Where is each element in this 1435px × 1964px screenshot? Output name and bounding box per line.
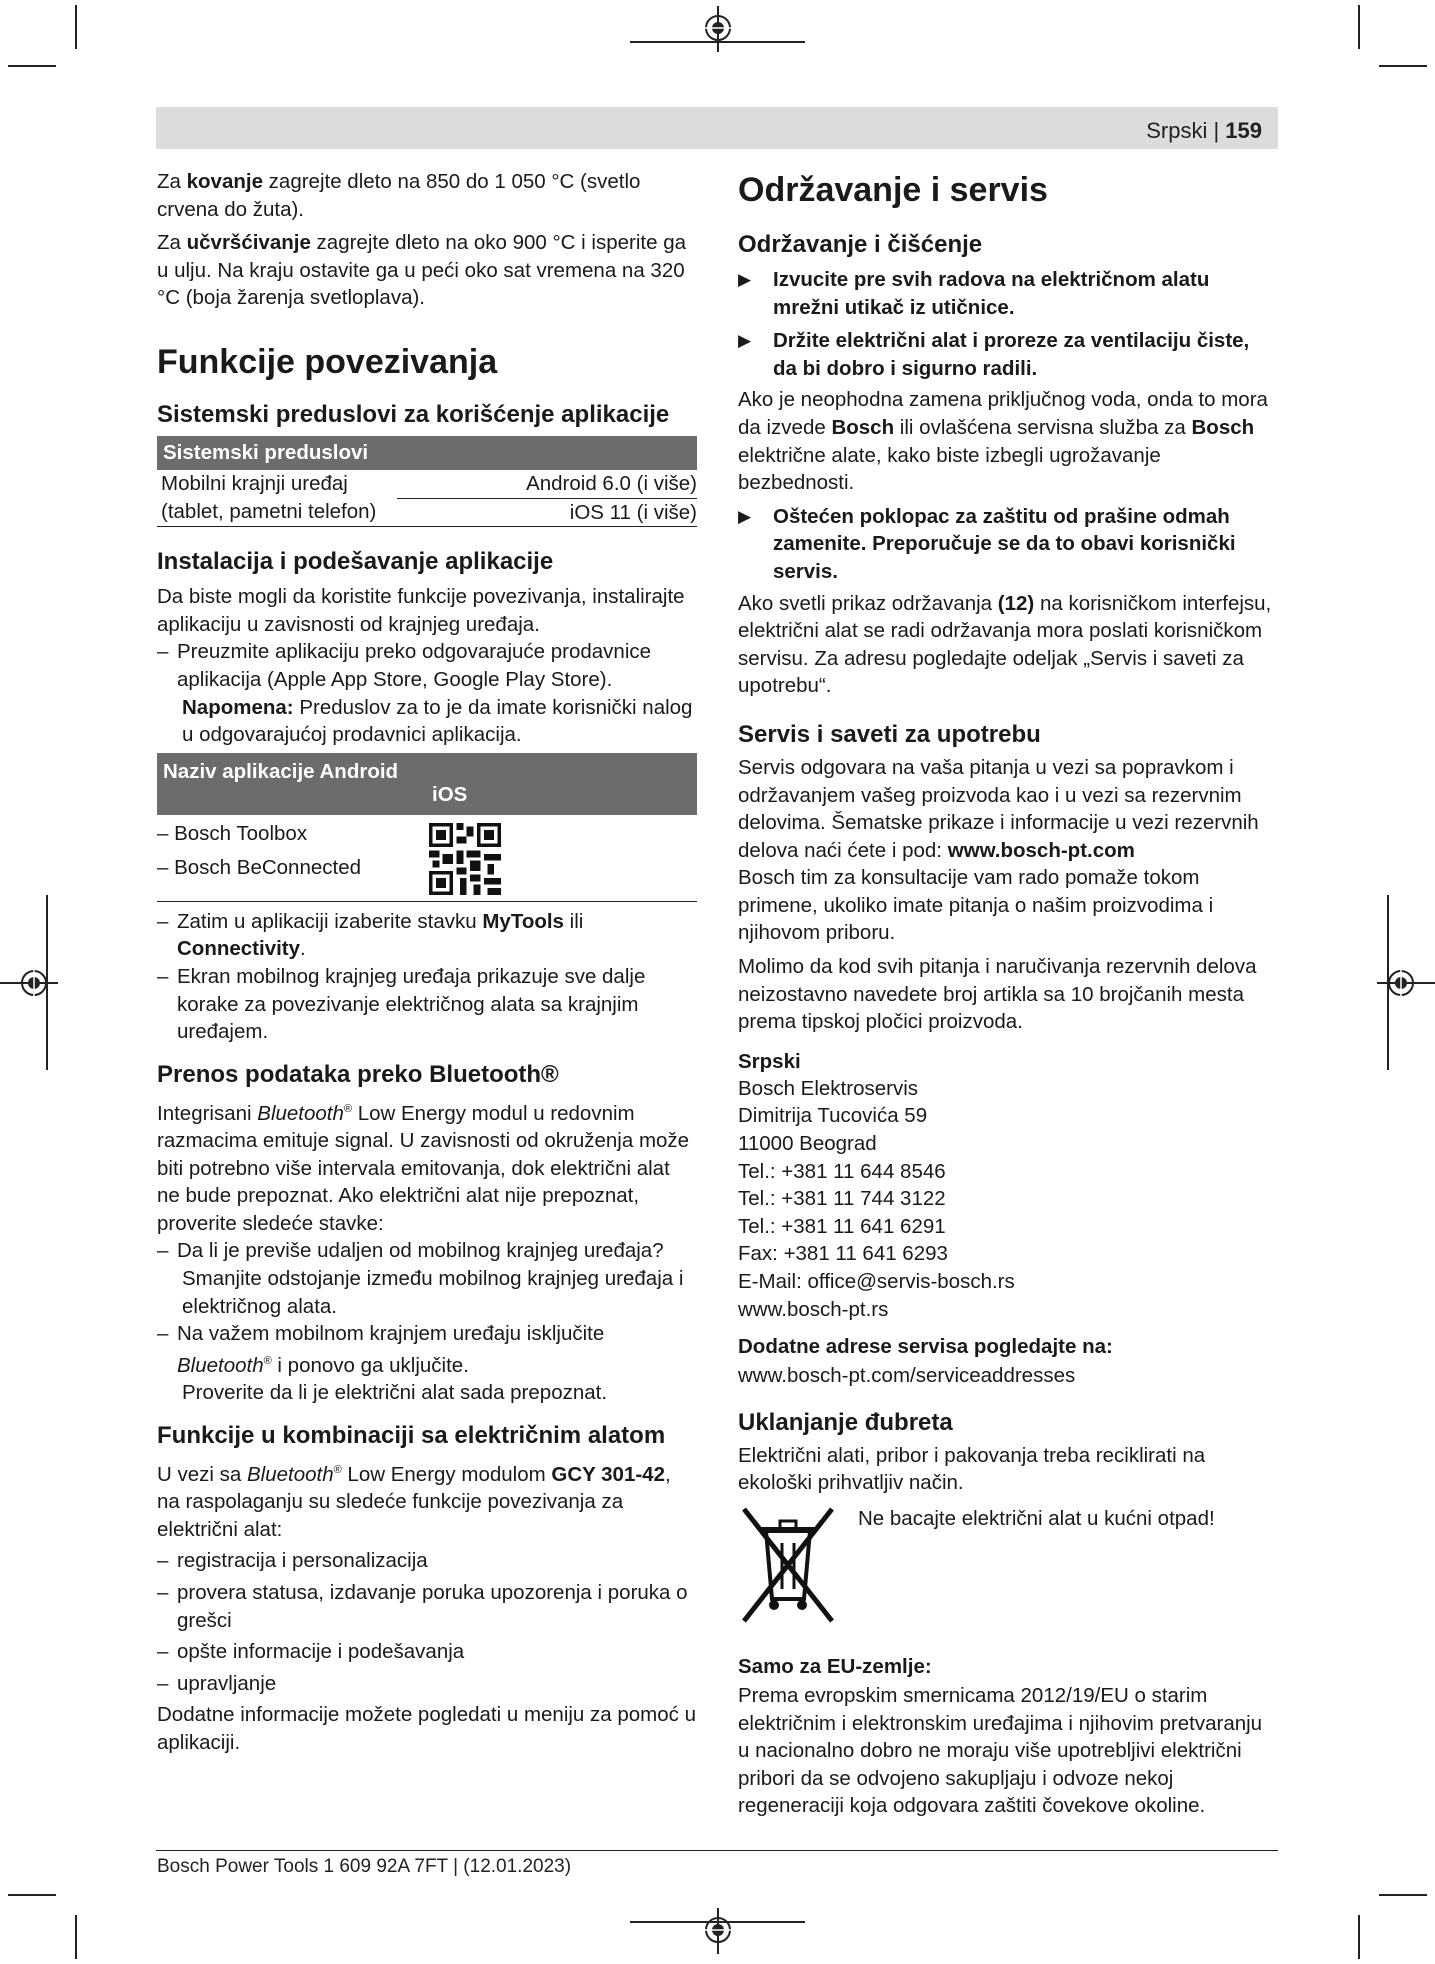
paragraph: Za kovanje zagrejte dleto na 850 do 1 050 °C (svetlo crvena do žuta). [157,170,641,221]
paragraph: Servis odgovara na vaša pitanja u vezi sa popravkom i održavanjem vašeg proizvoda kao i u vezi sa rezervnim delovima. Šematske prikaze i informacije u vezi rezervnih delova naći ćete i pod: www.bosch-pt.com [738,755,1259,862]
table-header: Sistemski preduslovi [157,436,697,470]
list-answer: Proverite da li je električni alat sada prepoznat. [182,1381,608,1405]
footer-rule [156,1850,1278,1851]
paragraph: Integrisani Bluetooth® Low Energy modul u redovnim razmacima emituje signal. U zavisnosti od okruženja može biti potrebno više intervala emitovanja, dok električni alat ne bude prepoznat. Ako električni alat nije prepoznat, proverite sledeće stavke: [157,1101,690,1235]
no-household-waste: Ne bacajte električni alat u kućni otpad! [858,1506,1215,1530]
app-table: Naziv aplikacije Android iOS – Bosch Toolbox – Bosch BeConnected [157,753,697,902]
list-item: – opšte informacije i podešavanja [157,1640,465,1664]
crop-mark [8,65,56,67]
paragraph: U vezi sa Bluetooth® Low Energy modulom GCY 301-42, na raspolaganju su sledeće funkcije povezivanja za električni alat: [157,1462,671,1541]
crop-mark [75,1915,77,1959]
list-item: – Zatim u aplikaciji izaberite stavku MyTools ili Connectivity. [157,909,584,961]
device-label: Mobilni krajnji uređaj [161,471,348,495]
arrow-bullet-icon: ▶ [738,331,752,351]
weee-block [738,1503,1276,1653]
paragraph: Za učvršćivanje zagrejte dleto na oko 900 °C i isperite ga u ulju. Na kraju ostavite ga u peći oko sat vremena na 320 °C (boja žarenja svetloplava). [157,231,687,310]
service-url: www.bosch-pt.com [947,838,1135,862]
system-requirements-table [157,436,697,527]
warning-item: ▶ Oštećen poklopac za zaštitu od prašine odmah zamenite. Preporučuje se da to obavi korisnički servis. [738,503,1276,586]
section-title: Održavanje i servis [738,171,1048,209]
warning-item: ▶ Držite električni alat i proreze za ventilaciju čiste, da bi dobro i sigurno radili. [738,327,1276,382]
crop-mark [75,5,77,49]
subsection-heading: Održavanje i čišćenje [738,231,983,258]
table-header: Naziv aplikacije Android iOS [157,753,697,815]
list-item: – Ekran mobilnog krajnjeg uređaja prikazuje sve dalje korake za povezivanje električnog alata sa krajnjim uređajem. [157,964,646,1044]
page-header [1146,118,1262,144]
crop-mark [1379,1894,1427,1896]
header-language: Srpski [1146,118,1208,143]
android-requirement: Android 6.0 (i više) [397,470,697,499]
list-item: – registracija i personalizacija [157,1549,428,1573]
note: Napomena: Preduslov za to je da imate korisnički nalog u odgovarajućoj prodavnici aplikacija. [182,695,693,747]
registration-mark-icon [698,1908,738,1954]
registration-mark-icon [698,6,738,52]
paragraph: Molimo da kod svih pitanja i naručivanja rezervnih delova neizostavno navedete broj artikla sa 10 brojčanih mesta prema tipskoj pločici proizvoda. [738,955,1257,1034]
paragraph: Dodatne informacije možete pogledati u meniju za pomoć u aplikaciji. [157,1703,696,1755]
crop-mark [1358,5,1360,49]
address-url: www.bosch-pt.com/serviceaddresses [738,1364,1076,1388]
subsection-heading: Uklanjanje đubreta [738,1408,953,1436]
list-item: – Da li je previše udaljen od mobilnog krajnjeg uređaja? [157,1239,664,1263]
address-heading: Dodatne adrese servisa pogledajte na: [738,1335,1113,1359]
crossed-bin-icon [738,1503,838,1627]
subsection-heading: Servis i saveti za upotrebu [738,720,1041,748]
list-item: – provera statusa, izdavanje poruka upozorenja i poruka o grešci [157,1581,688,1632]
crop-mark [1379,65,1427,67]
paragraph: Da biste mogli da koristite funkcije povezivanja, instalirajte aplikaciju u zavisnosti od krajnjeg uređaja. [157,585,685,636]
footer: Bosch Power Tools 1 609 92A 7FT | (12.01.2023) [157,1856,572,1877]
table-rule [157,901,697,902]
page-number: 159 [1225,118,1262,143]
paragraph: Ako svetli prikaz održavanja (12) na korisničkom interfejsu, električni alat se radi održavanja mora poslati korisničkom servisu. Za adresu pogledajte odeljak „Servis i saveti za upotrebu“. [738,591,1272,698]
ios-label: iOS [432,782,468,806]
subsection-heading: Prenos podataka preko Bluetooth® [157,1060,559,1088]
arrow-bullet-icon: ▶ [738,270,752,289]
crop-mark [8,1894,56,1896]
registration-mark-icon [10,960,58,1006]
app-name: Bosch Toolbox [174,821,308,845]
subsection-heading: Funkcije u kombinaciji sa električnim alatom [157,1421,666,1449]
paragraph: Bosch tim za konsultacije vam rado pomaže tokom primene, ukoliko imate pitanja o našim proizvodima i njihovom priboru. [738,866,1214,945]
list-item: – Na važem mobilnom krajnjem uređaju isključite Bluetooth® i ponovo ga uključite. [157,1322,605,1377]
paragraph: Ako je neophodna zamena priključnog voda, onda to mora da izvede Bosch ili ovlašćena servisna služba za Bosch električne alate, kako biste izbegli ugrožavanje bezbednosti. [738,388,1268,495]
arrow-bullet-icon: ▶ [738,506,752,526]
section-title: Funkcije povezivanja [157,342,498,381]
crop-mark [1358,1915,1360,1959]
left-column [157,168,697,1763]
right-column [738,170,1276,1826]
page-header-bar [156,107,1278,149]
table-rule [157,526,697,527]
eu-heading: Samo za EU-zemlje: [738,1654,932,1678]
list-answer: Smanjite odstojanje između mobilnog krajnjeg uređaja i električnog alata. [182,1267,684,1318]
header-separator: | [1207,118,1226,143]
ios-requirement: iOS 11 (i više) [569,500,697,524]
paragraph: Prema evropskim smernicama 2012/19/EU o starim električnim i elektronskim uređajima i njihovim pretvaranju u nacionalno dobro ne moraju više upotrebljivi električni pribori da se odvojeno sakupljaju i odvoze nekoj regeneraciji koja odgovara zaštiti čovekove okoline. [738,1683,1263,1818]
paragraph: Električni alati, pribor i pakovanja treba reciklirati na ekološki prihvatljiv način. [738,1443,1206,1495]
warning-item: ▶ Izvucite pre svih radova na električnom alatu mrežni utikač iz utičnice. [738,266,1276,321]
device-label: (tablet, pametni telefon) [161,499,377,523]
country-heading: Srpski [738,1049,801,1073]
service-address: Bosch Elektroservis Dimitrija Tucovića 59 11000 Beograd Tel.: +381 11 644 8546 Tel.: +381 11 744 3122 Tel.: +381 11 641 6291 Fax: +381 11 641 6293 E-Mail: office@servis-bosch.rs www.bosch-pt.rs [738,1076,1015,1321]
qr-code-icon [429,823,501,895]
registration-mark-icon [1377,960,1425,1006]
subsection-heading: Sistemski preduslovi za korišćenje aplikacije [157,400,670,428]
list-item: – Preuzmite aplikaciju preko odgovarajuće prodavnice aplikacija (Apple App Store, Google Play Store). [157,640,652,691]
subsection-heading: Instalacija i podešavanje aplikacije [157,548,554,576]
list-item: – upravljanje [157,1671,277,1695]
app-name: Bosch BeConnected [174,855,362,879]
